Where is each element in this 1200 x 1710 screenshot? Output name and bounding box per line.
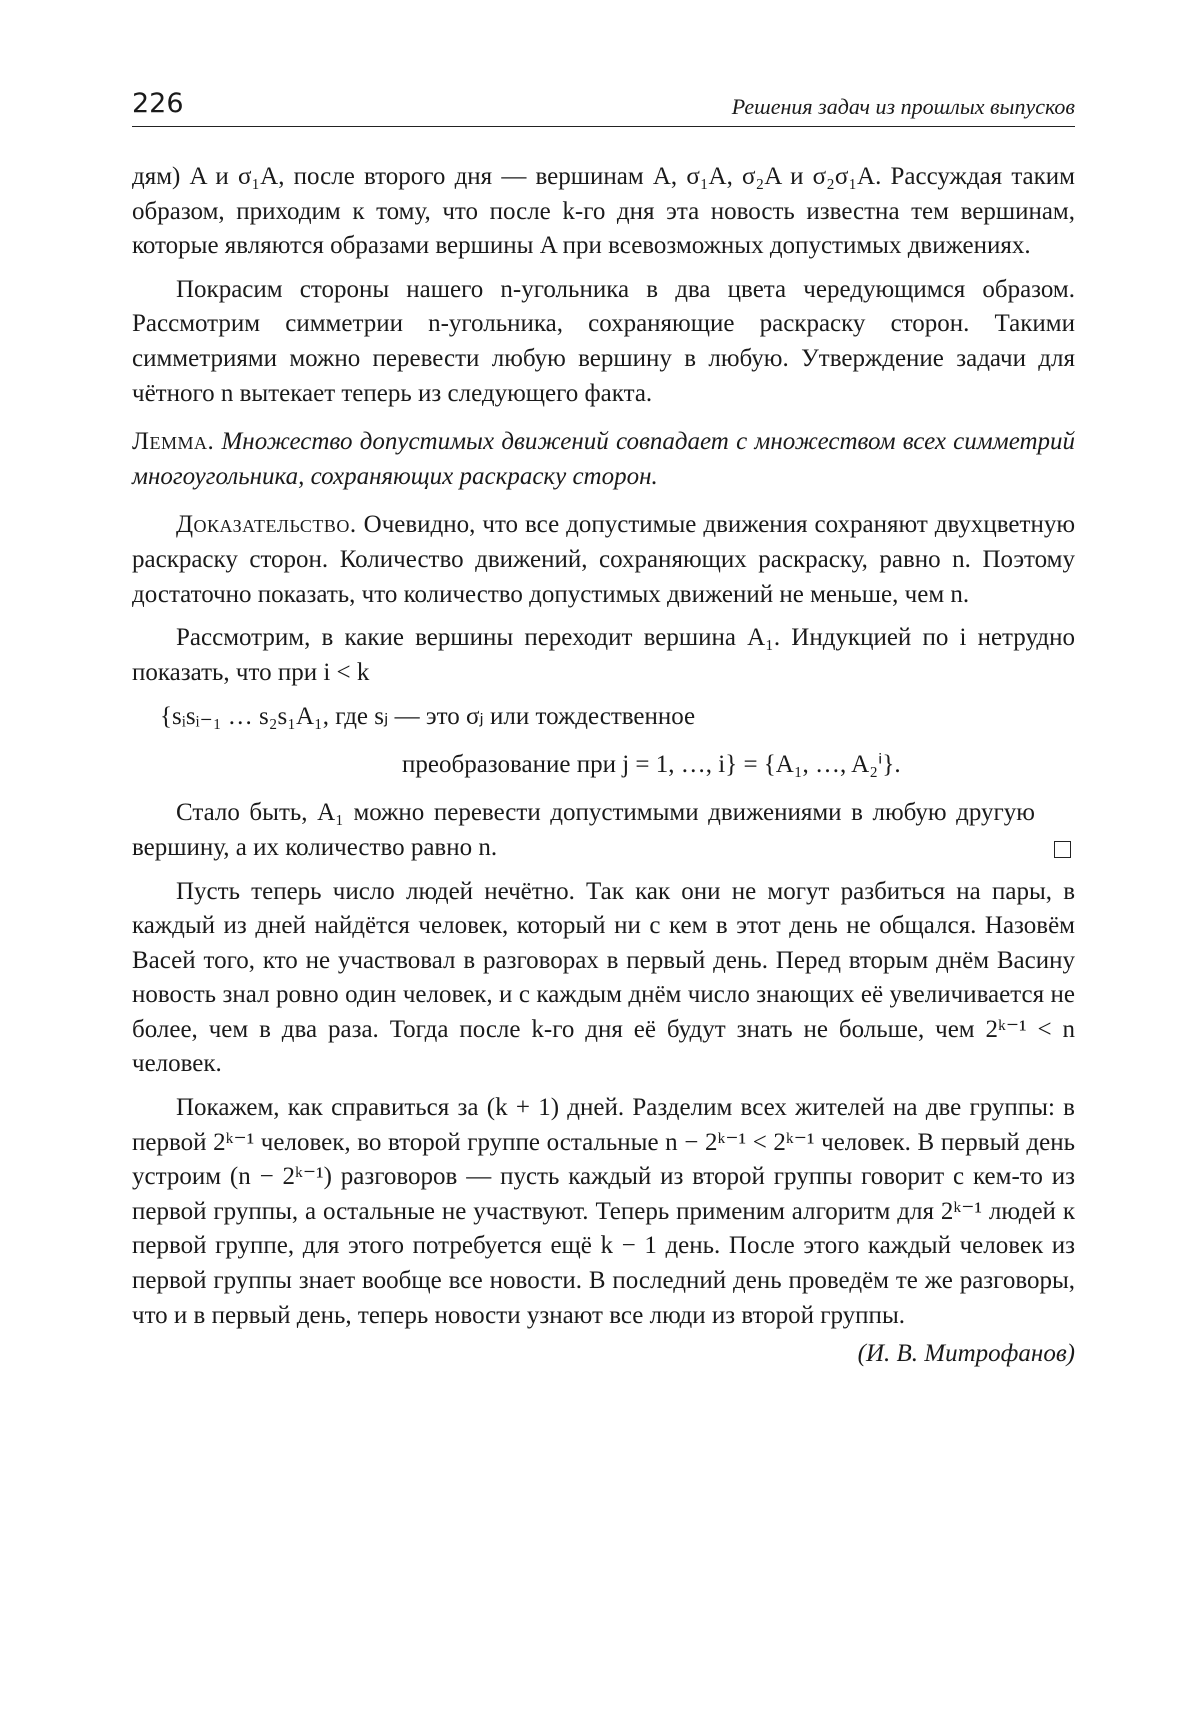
lemma-heading: Лемма. — [132, 428, 214, 455]
proof-heading: Доказательство. — [176, 511, 357, 538]
lemma-statement: Множество допустимых движений совпадает с множеством всех симметрий многоугольника, сохраняющих раскраску сторон. — [132, 428, 1075, 490]
page-number: 226 — [132, 88, 184, 119]
formula-line-1: {sᵢsᵢ₋₁ … s₂s₁A₁, где sⱼ — это σⱼ или тождественное — [160, 700, 695, 735]
paragraph-induction: Рассмотрим, в какие вершины переходит вершина A₁. Индукцией по i нетрудно показать, что при i < k — [132, 621, 1075, 690]
paragraph-continuation: дям) A и σ₁A, после второго дня — вершинам A, σ₁A, σ₂A и σ₂σ₁A. Рассуждая таким образом, приходим к тому, что после k-го дня эта новость известна тем вершинам, которые являются образами вершины A при всевозможных допустимых движениях. — [132, 160, 1075, 264]
paragraph-algorithm: Покажем, как справиться за (k + 1) дней. Разделим всех жителей на две группы: в первой 2ᵏ⁻¹ человек, во второй группе остальные n − 2ᵏ⁻¹ < 2ᵏ⁻¹ человек. В первый день устроим (n − 2ᵏ⁻¹) разговоров — пусть каждый из второй группы говорит с кем-то из первой группы, а остальные не участвуют. Теперь применим алгоритм для 2ᵏ⁻¹ людей к первой группе, для этого потребуется ещё k − 1 день. После этого каждый человек из первой группы знает вообще все новости. В последний день проведём те же разговоры, что и в первый день, теперь новости узнают все люди из второй группы. — [132, 1091, 1075, 1333]
paragraph-coloring: Покрасим стороны нашего n-угольника в два цвета чередующимся образом. Рассмотрим симметрии n-угольника, сохраняющие раскраску сторон. Такими симметриями можно перевести любую вершину в любую. Утверждение задачи для чётного n вытекает теперь из следующего факта. — [132, 273, 1075, 411]
proof-text: Очевидно, что все допустимые движения сохраняют двухцветную раскраску сторон. Количество движений, сохраняющих раскраску, равно n. Поэтому достаточно показать, что количество допустимых движений не меньше, чем n. — [132, 511, 1075, 607]
formula-line-2: преобразование при j = 1, …, i} = {A₁, …, A₂ⁱ}. — [402, 748, 901, 783]
author-signature: (И. В. Митрофанов) — [132, 1337, 1075, 1372]
page-header — [132, 84, 1075, 127]
proof-conclusion — [132, 796, 1075, 865]
display-formula — [132, 700, 1075, 790]
qed-square-icon — [1054, 841, 1071, 858]
proof-paragraph — [132, 508, 1075, 612]
proof-conclusion-text: Стало быть, A₁ можно перевести допустимыми движениями в любую другую вершину, а их количество равно n. — [132, 799, 1035, 861]
page-body — [132, 160, 1075, 1372]
book-page — [0, 0, 1200, 1710]
lemma — [132, 425, 1075, 494]
paragraph-odd-case: Пусть теперь число людей нечётно. Так как они не могут разбиться на пары, в каждый из дней найдётся человек, который ни с кем в этот день не общался. Назовём Васей того, кто не участвовал в разговорах в первый день. Перед вторым днём Васину новость знал ровно один человек, и с каждым днём число знающих её увеличивается не более, чем в два раза. Тогда после k-го дня её будут знать не больше, чем 2ᵏ⁻¹ < n человек. — [132, 875, 1075, 1083]
running-title: Решения задач из прошлых выпусков — [732, 94, 1075, 120]
